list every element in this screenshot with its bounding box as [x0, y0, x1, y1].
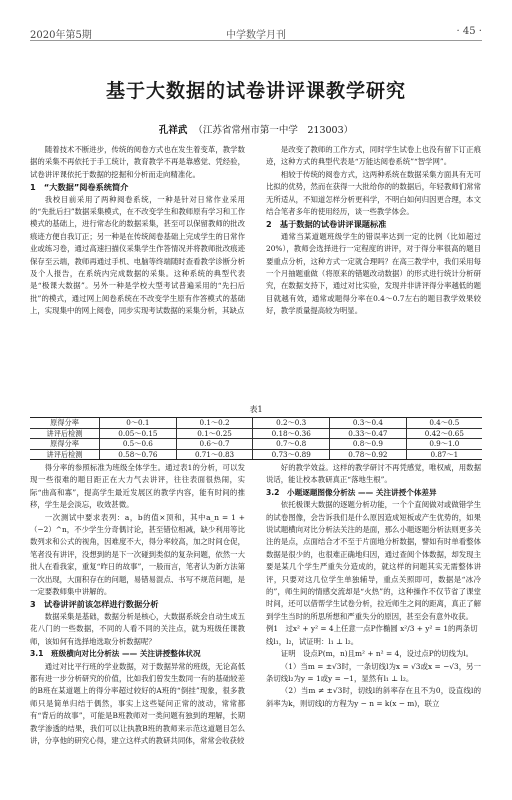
paragraph: 是改变了教师的工作方式，同时学生试卷上也没有留下订正痕迹，这种方式的典型代表是“万能达阅卷系统”“智学网”。 — [266, 145, 481, 167]
right-column-top — [266, 144, 481, 318]
table-cell: 0.33～0.47 — [330, 428, 407, 439]
table-cell: 0.8～0.9 — [330, 439, 407, 450]
paragraph: 依托极课大数据的逐题分析功能，一个个直阅做对或做错学生的试卷图像，会告诉我们是什么原因造成短板或产生优势的，如果说试题横向对比分析法关注的是面，那么小题逐题分析法则更多关注的是点，点面结合才不至于片面地分析数据，譬如有时单看整体数据是很少的，也很难正确地归因，通过查阅个体数据，却发现主要是某几个学生严重失分造成的，就这样的问题其实无需整体讲评，只要对这几位学生单独辅导，重点关照即可，数据是“冰冷的”，师生间的情感交流却是“火热”的，这种操作不仅节省了课堂时间，还可以借帮学生试卷分析，拉近师生之间的距离，真正了解到学生当时的所思所想和严重失分的原因，甚至会有意外收获。 — [266, 500, 481, 621]
table-cell: 0.4～0.5 — [406, 418, 482, 429]
issue-label: 2020年第5期 — [30, 30, 92, 41]
running-header — [30, 26, 482, 41]
paragraph: 数据采集是基础，数据分析是核心，大数据系统会自动生成五花八门的一些数据，不同的人看不同的关注点，就为班级任课教师，该如何有选择地选取分析数据呢？ — [30, 611, 245, 646]
table-cell: 0.71～0.83 — [176, 449, 253, 460]
table-cell: 0.9～1.0 — [406, 439, 482, 450]
row-header-cell: 原得分率 — [30, 418, 100, 429]
table-row — [30, 418, 482, 429]
table-cell: 0.7～0.8 — [253, 439, 330, 450]
table-cell: 0.05～0.15 — [100, 428, 177, 439]
score-table — [30, 417, 482, 460]
table-row — [30, 439, 482, 450]
paragraph: 证明 设点P(m，n)且m² + n² = 4，设过点P的切线为l。 — [280, 649, 474, 659]
paragraph: 得分率的参照标准为班级全体学生。通过表1的分析，可以发现一些很难的题目距正在大力气去讲评，往往表面很热闹，实际“曲高和寡”，提高学生最近发展区的教学内容，能有时间的推移，学生是会淡忘，收效甚微。 — [30, 463, 245, 510]
paragraph: 一次测试中要求表列：a，b的值×顶和，其中a_n = 1 +（−2）^n，不少学生分奇偶讨论，甚至错位相减，缺少利用等比数列求和公式的视角，因难度不大，得分率较高，加之时间仓促，笔者没有讲评，没想到的是下一次碰到类似的复杂问题，依然一大批人在看我家，重复“昨日的故事”，一般而言，笔者认为新方法第一次出现，大面积存在的问题，易错易混点、书写不规范问题，是一定要教师集中讲解的。 — [30, 512, 245, 597]
page-number: · 45 · — [456, 26, 482, 37]
table-cell: 0.6～0.7 — [176, 439, 253, 450]
paragraph: 相较于传统的阅卷方式，这两种系统在数据采集方面具有无可比拟的优势，然而在获得一大批给你的的数据后，年轻教师们常常无所适从，不知道怎样分析更科学，不明白如何归因更合理，本文结合笔者多年的使用经历，谈一些教学体会。 — [266, 169, 481, 217]
table-row — [30, 428, 482, 439]
row-header-cell: 讲评后检测 — [30, 428, 100, 439]
paragraph: 通常当某道题班级学生的错误率达到一定的比例（比如超过20%），教师会选择进行一定程度的讲评，对于得分率很高的题目要重点分析，这种方式一定就合理吗？在高三教学中，我们采用每一个月抽题重做（将原来的错题改动数据）的形式进行统计分析研究，在数据支持下，通过对比实验，发现并非讲评得分率越低的题目就越有效，通常或题得分率在0.4～0.7左右的题目教学效果较好，教学质量提高较为明显。 — [266, 231, 481, 316]
paragraph: 随着技术不断进步，传统的阅卷方式也在发生着变革，教学数据的采集不再依托于手工统计，教育教学不再是靠感觉、凭经验，试卷讲评课依托于数据的挖掘和分析而走向精准化。 — [30, 145, 245, 179]
row-header-cell: 原得分率 — [30, 439, 100, 450]
table-cell: 0.5～0.6 — [100, 439, 177, 450]
subsection-heading: 3.2 小题逐题图像分析法 —— 关注讲授个体差异 — [266, 487, 437, 497]
left-column-bottom — [30, 462, 245, 747]
table-cell: 0.58～0.76 — [100, 449, 177, 460]
table-cell: 0.1～0.25 — [176, 428, 253, 439]
author-affiliation: （江苏省常州市第一中学 213003） — [193, 125, 354, 136]
subsection-heading: 3.1 班级横向对比分析法 —— 关注讲授整体状况 — [30, 649, 201, 659]
data-table-block — [30, 404, 482, 460]
paragraph: （2）当m ≠ ±√3时，切线l的斜率存在且不为0，设直线l的斜率为k，则切线l的方程为y − n = k(x − m)，联立 — [266, 686, 481, 708]
table-cell: 0.87～1 — [406, 449, 482, 460]
left-column-top — [30, 144, 245, 318]
table-cell: 0.18～0.36 — [253, 428, 330, 439]
paragraph: 好的教学效益。这样的教学研讨不再凭感觉，唯权威，用数据说话，能让校本教研真正“落地生根”。 — [266, 463, 481, 485]
table-cell: 0～0.1 — [100, 418, 177, 429]
table-cell: 0.78～0.92 — [330, 449, 407, 460]
table-caption: 表1 — [249, 405, 263, 414]
journal-name: 中学数学月刊 — [226, 30, 286, 41]
table-cell: 0.73～0.89 — [253, 449, 330, 460]
section-heading: 1 “大数据”阅卷系统简介 — [30, 182, 129, 193]
section-heading: 2 基于数据的试卷讲评课题标准 — [266, 219, 387, 230]
author-name: 孔祥武 — [158, 125, 188, 136]
paragraph: （1）当m = ±√3时，一条切线l为x = √3或x = −√3，另一条切线l₂为y = 1或y = −1，显然有l₁ ⊥ l₂。 — [266, 661, 481, 683]
table-cell: 0.1～0.2 — [176, 418, 253, 429]
right-column-bottom — [266, 462, 481, 710]
table-cell: 0.2～0.3 — [253, 418, 330, 429]
row-header-cell: 讲评后检测 — [30, 449, 100, 460]
article-title: 基于大数据的试卷讲评课教学研究 — [105, 80, 406, 102]
example-problem: 例1 过x² + y² = 4上任意一点P作椭圆 x²/3 + y² = 1的两条切线l₁，l₂，试证明：l₁ ⊥ l₂。 — [266, 624, 478, 646]
table-cell: 0.42～0.65 — [406, 428, 482, 439]
section-heading: 3 试卷讲评前该怎样进行数据分析 — [30, 599, 159, 610]
paragraph: 通过对比平行班的学业数据，对于数据异常的班级，无论高低都有进一步分析研究的价值，比如我们曾发生数同一有的基础较差的B班在某道题上的得分率超过较好的A班的“倒挂”现象，很多教师只是简单归结于偶然，事实上这些疑问正常的波动，常常都有“背后的故事”，可能是B班教师对一类问题有独到的理解，长期教学渗透的结果，我们可以让执教B班的教师来示范这道题目怎么讲，分享他的研究心得，建立这样式的教研共同体，常常会收获较 — [30, 661, 245, 745]
author-line — [0, 122, 512, 136]
paragraph: 我校目前采用了两种阅卷系统，一种是针对日常作业采用的“先批后扫”数据采集模式，在不改变学生和教师原有学习和工作模式的基础上，进行常态化的数据采集，甚至可以保留教师的批改痕迹方便自我订正；另一种是在传统阅卷基础上完成学生的日常作业或练习卷，通过高速扫描仪采集学生作答情况并将教师批改痕迹保存至云端，教师再通过手机、电脑等终端随时查看教学诊断分析及个人报告，在系统内完成数据的采集。这种系统的典型代表是“极课大数据”。另外一种是学校大型考试普遍采用的“先扫后批”的模式，通过网上阅卷系统在不改变学生原有作答模式的基础上，实现集中的网上阅卷，同步实现考试数据的采集分析，其缺点 — [30, 194, 245, 316]
table-cell: 0.3～0.4 — [330, 418, 407, 429]
table-row — [30, 449, 482, 460]
